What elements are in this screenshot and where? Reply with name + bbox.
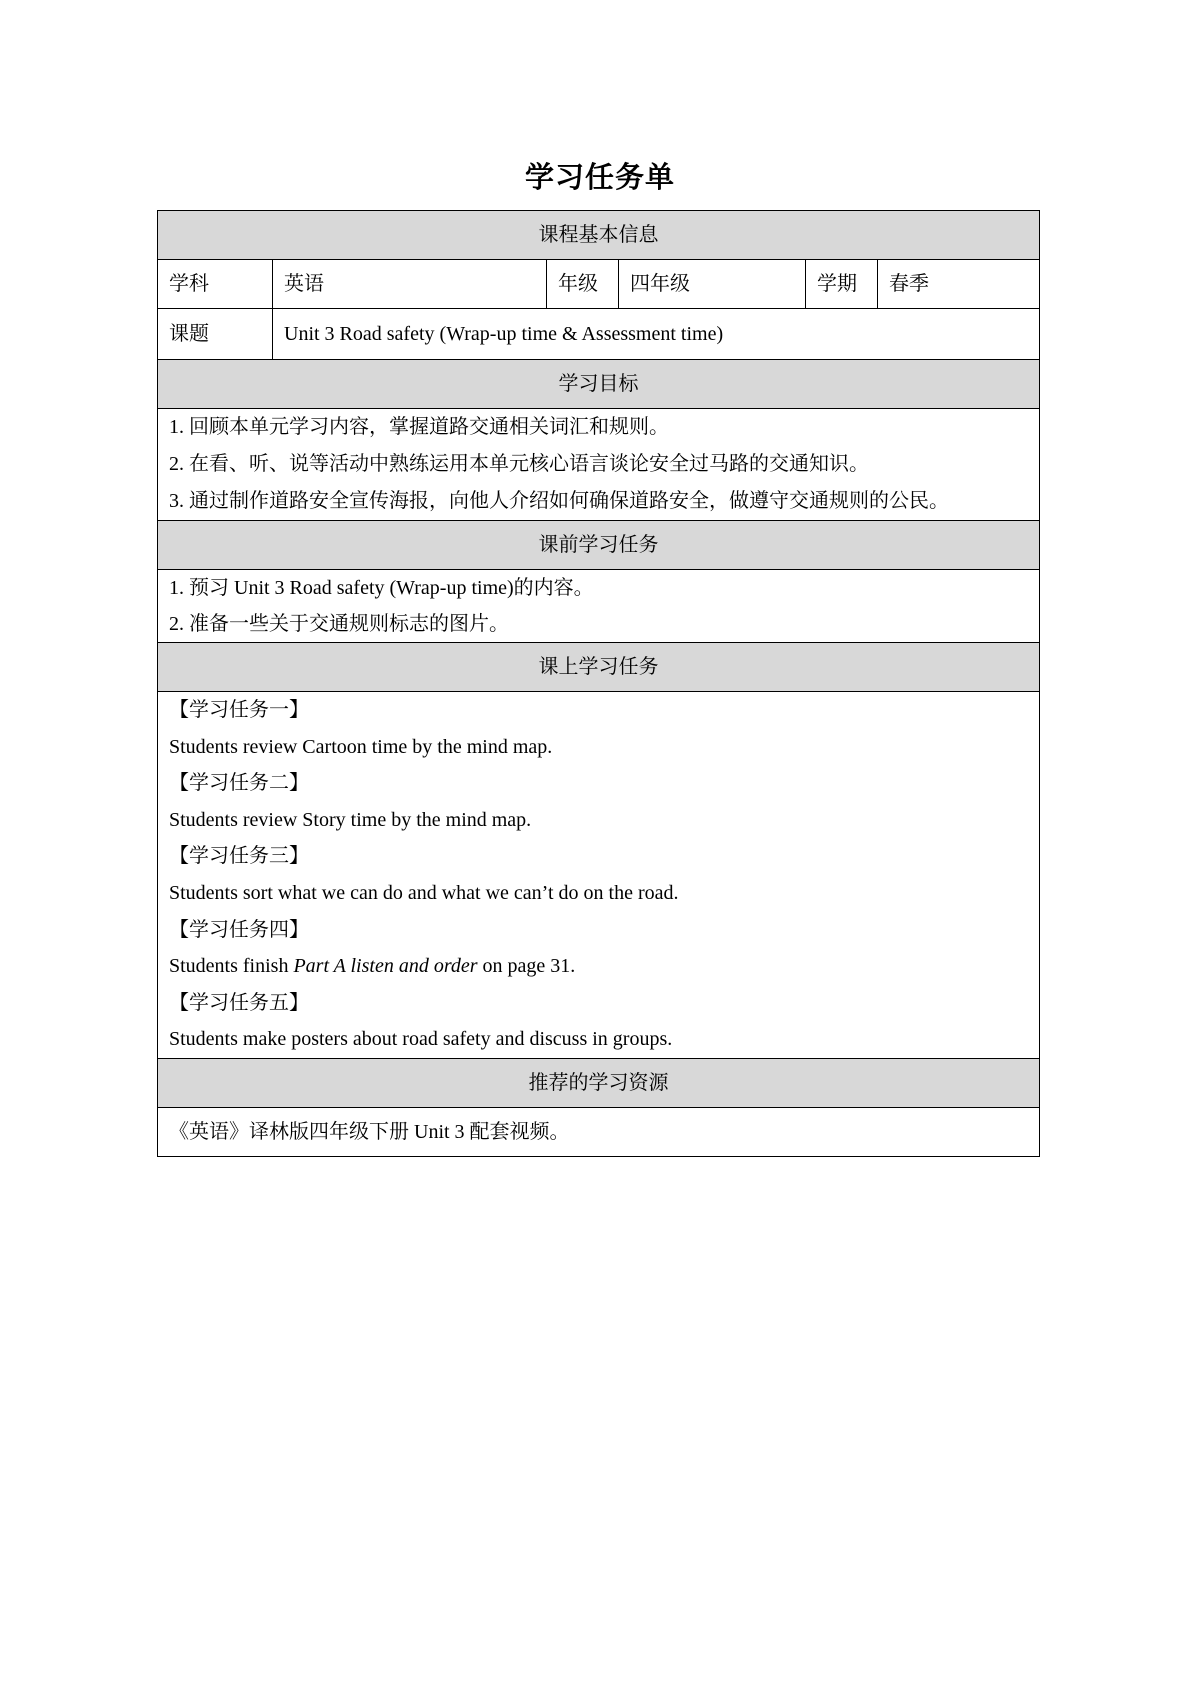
objectives-list [158, 409, 1040, 521]
term-label: 学期 [806, 260, 878, 309]
subject-value: 英语 [273, 260, 547, 309]
pre-class-task-list [158, 570, 1040, 643]
task-4-text-italic: Part A listen and order [293, 955, 478, 978]
section-header-in-class: 课上学习任务 [158, 643, 1040, 692]
task-4-text [169, 948, 1028, 985]
task-3-title: 【学习任务三】 [169, 845, 309, 868]
objective-item: 1. 回顾本单元学习内容，掌握道路交通相关词汇和规则。 [169, 416, 669, 438]
page-title: 学习任务单 [524, 160, 675, 194]
section-header-pre-class: 课前学习任务 [158, 521, 1040, 570]
task-sheet-table [157, 210, 1040, 1157]
task-3-text: Students sort what we can do and what we can’t do on the road. [169, 881, 679, 904]
task-2-title: 【学习任务二】 [169, 772, 309, 795]
task-4-text-prefix: Students finish [169, 955, 294, 978]
pre-class-task-item: 2. 准备一些关于交通规则标志的图片。 [169, 613, 509, 635]
topic-label: 课题 [158, 309, 273, 360]
task-1-text: Students review Cartoon time by the mind map. [169, 735, 553, 758]
objective-item: 3. 通过制作道路安全宣传海报，向他人介绍如何确保道路安全，做遵守交通规则的公民。 [169, 490, 949, 512]
task-5-text: Students make posters about road safety and discuss in groups. [169, 1028, 673, 1051]
pre-class-task-item: 1. 预习 Unit 3 Road safety (Wrap-up time)的内容。 [169, 577, 594, 599]
objective-item: 2. 在看、听、说等活动中熟练运用本单元核心语言谈论安全过马路的交通知识。 [169, 453, 869, 475]
section-header-basic-info: 课程基本信息 [158, 211, 1040, 260]
task-4-title: 【学习任务四】 [169, 918, 309, 941]
section-header-resources: 推荐的学习资源 [158, 1058, 1040, 1107]
topic-value: Unit 3 Road safety (Wrap-up time & Assessment time) [273, 309, 1040, 360]
subject-label: 学科 [158, 260, 273, 309]
grade-value: 四年级 [619, 260, 806, 309]
resources-text: 《英语》译林版四年级下册 Unit 3 配套视频。 [158, 1107, 1040, 1156]
in-class-task-list [158, 692, 1040, 1059]
section-header-objectives: 学习目标 [158, 360, 1040, 409]
task-1-title: 【学习任务一】 [169, 699, 309, 721]
grade-label: 年级 [547, 260, 619, 309]
task-4-text-suffix: on page 31. [477, 955, 576, 978]
task-2-text: Students review Story time by the mind map. [169, 808, 532, 831]
term-value: 春季 [878, 260, 1040, 309]
task-5-title: 【学习任务五】 [169, 991, 309, 1014]
